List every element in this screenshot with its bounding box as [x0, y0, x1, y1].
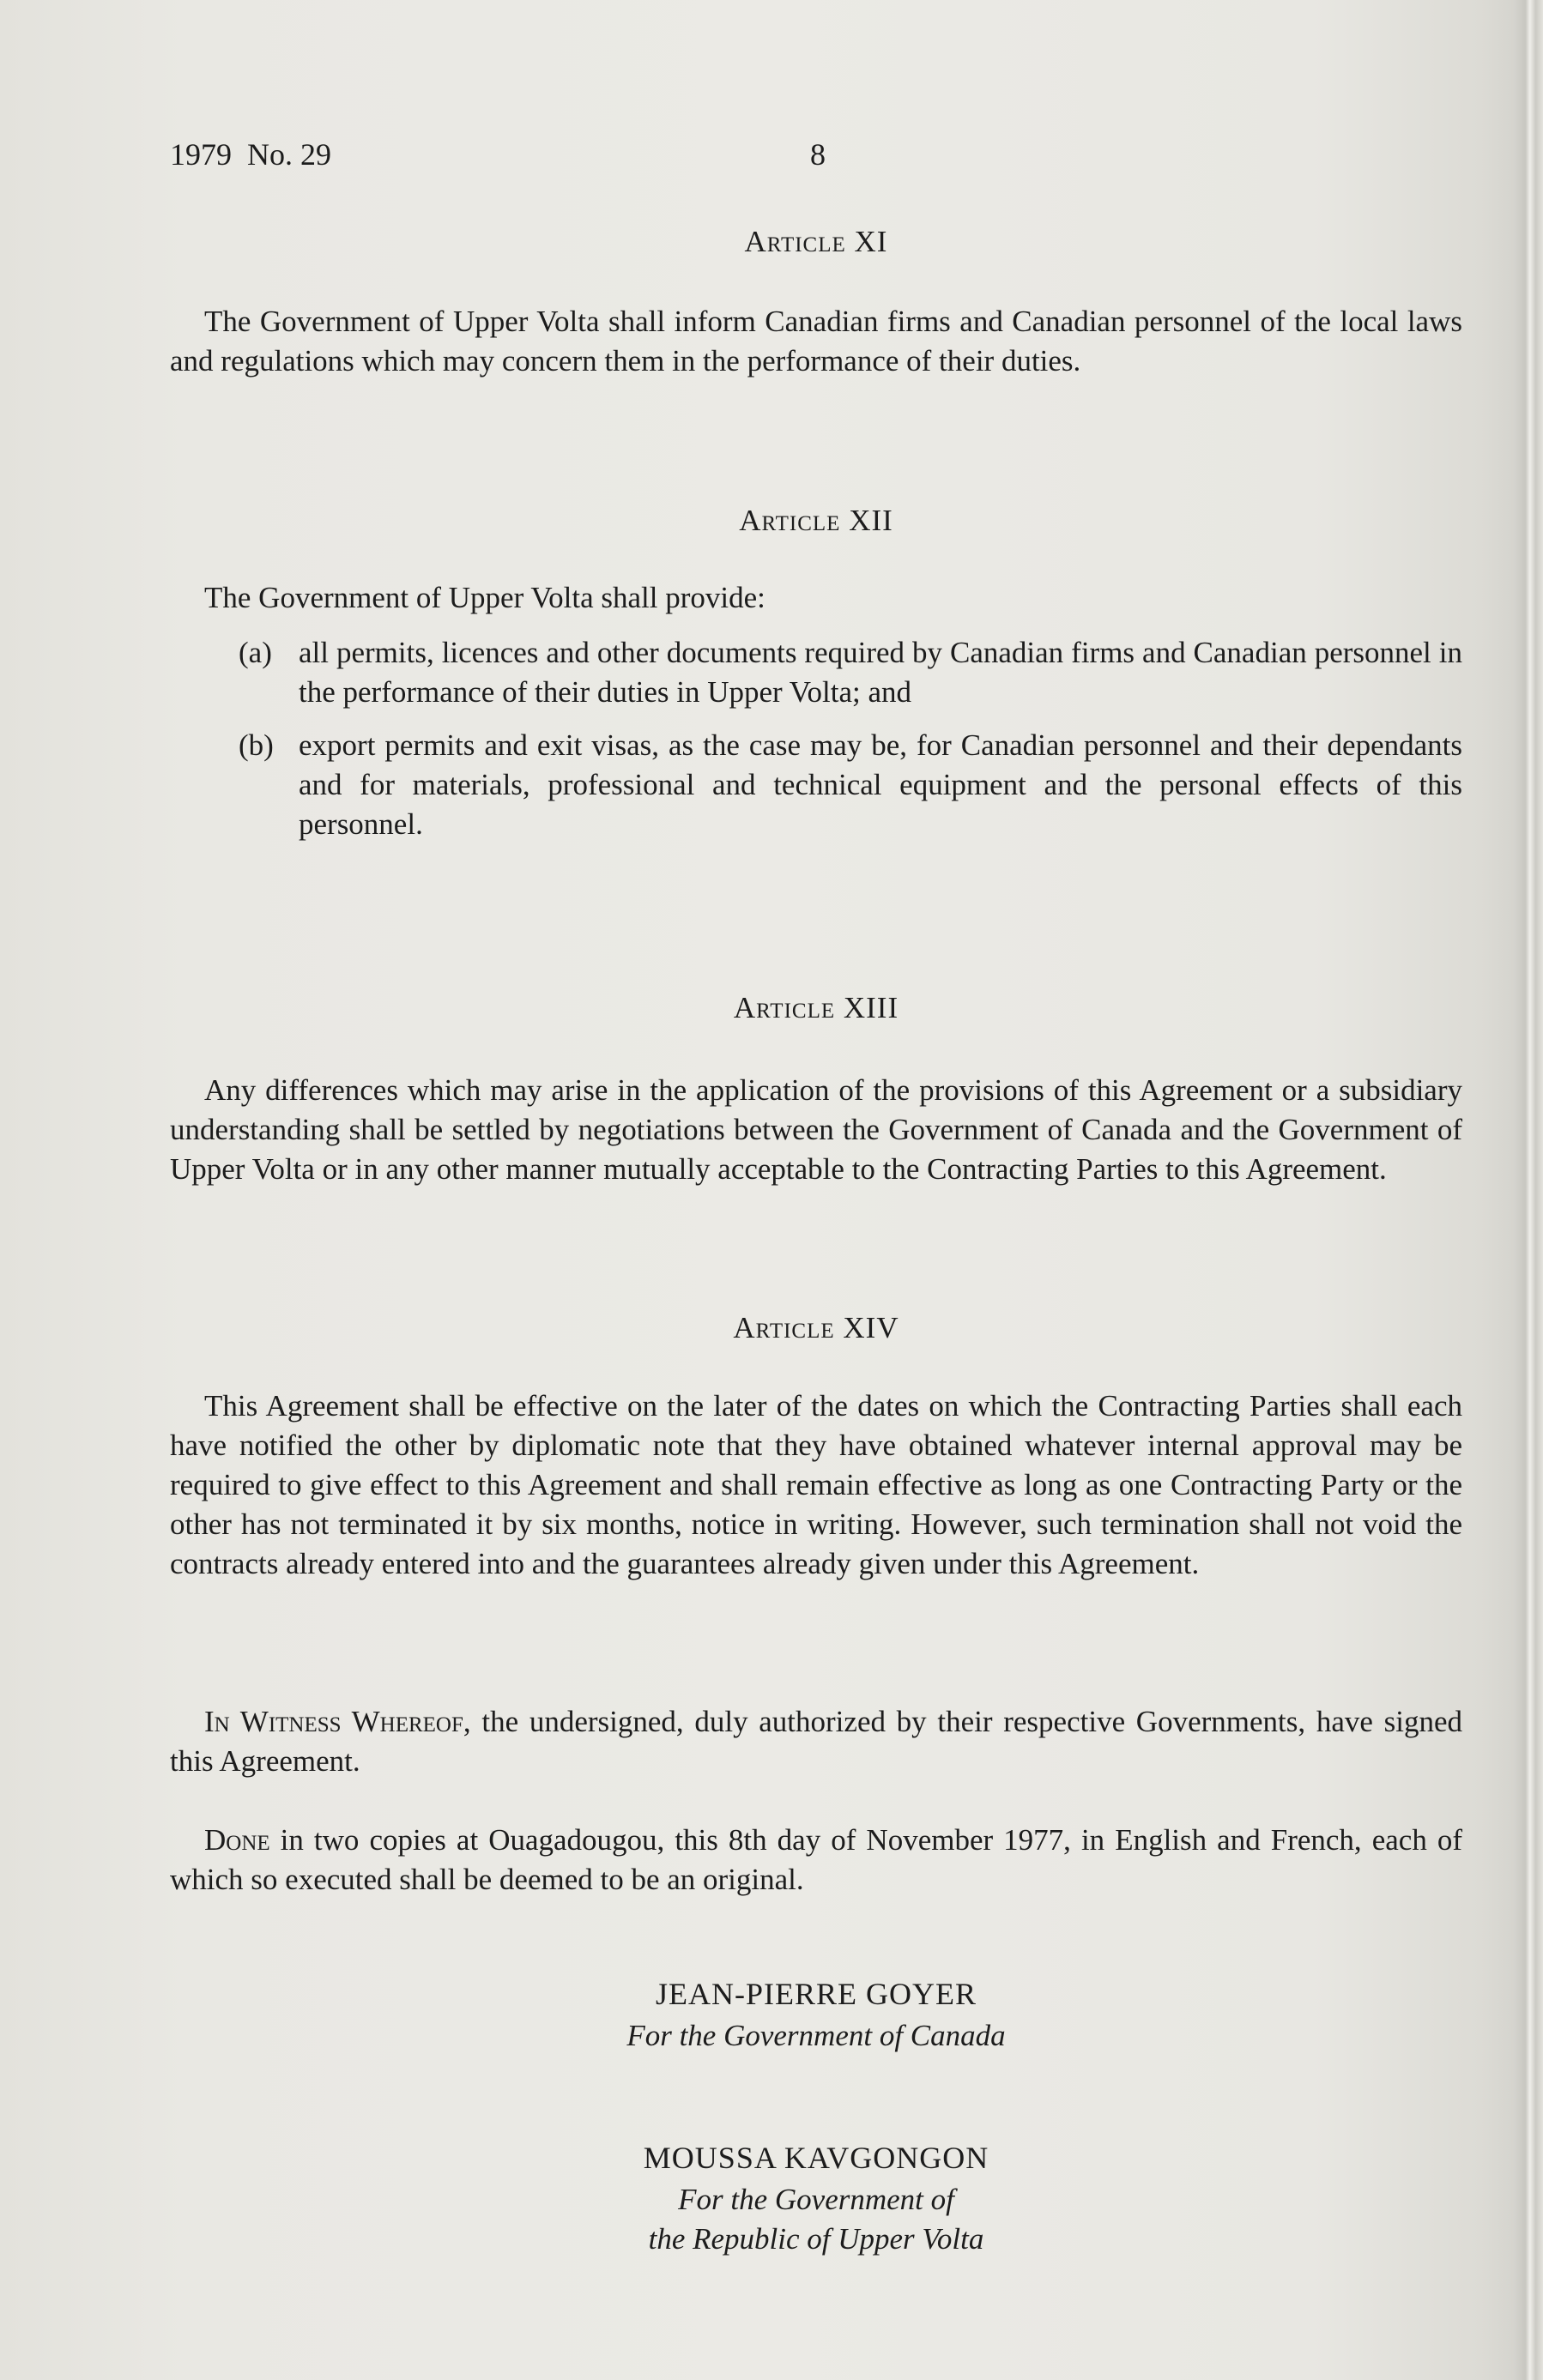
done-text: in two copies at Ouagadougou, this 8th day of November 1977, in English and French, each of which so executed shall be deemed to be an original. — [170, 1823, 1462, 1896]
page-edge-shadow — [1514, 0, 1543, 2380]
signatory-upper-volta-name: MOUSSA KAVGONGON — [643, 2141, 989, 2175]
article-xii-heading: Article XII — [739, 504, 893, 537]
item-a-marker: (a) — [239, 636, 272, 669]
article-xi-paragraph: The Government of Upper Volta shall inform Canadian firms and Canadian personnel of the local laws and regulations which may concern them in the performance of their duties. — [170, 305, 1462, 378]
witness-text: the undersigned, duly authorized by their respective Governments, have signed this Agreement. — [170, 1705, 1462, 1778]
article-xii-item-b — [239, 726, 1462, 844]
witness-lead: In Witness Whereof, — [204, 1705, 471, 1738]
article-xiii-paragraph: Any differences which may arise in the application of the provisions of this Agreement or a subsidiary understanding shall be settled by negotiations between the Government of Canada and the Government of Upper Volta or in any other manner mutually acceptable to the Contracting Parties to this Agreement. — [170, 1073, 1462, 1186]
signatory-canada-name: JEAN-PIERRE GOYER — [656, 1977, 977, 2011]
article-xiv-paragraph: This Agreement shall be effective on the later of the dates on which the Contracting Parties shall each have notified the other by diplomatic note that they have obtained whatever internal approval may be required to give effect to this Agreement and shall remain effective as long as one Contracting Party or the other has not terminated it by six months, notice in writing. However, such termination shall not void the contracts already entered into and the guarantees already given under this Agreement. — [170, 1389, 1462, 1580]
item-b-text: export permits and exit visas, as the case may be, for Canadian personnel and their dependants and for materials, professional and technical equipment and the personal effects of this personnel. — [299, 728, 1462, 841]
running-head — [170, 137, 331, 172]
article-xii-item-a — [239, 633, 1462, 712]
page-number: 8 — [810, 137, 826, 172]
article-xiv-heading: Article XIV — [733, 1311, 899, 1344]
done-clause — [170, 1821, 1462, 1900]
article-xiii-text — [170, 1071, 1462, 1189]
article-xii-intro: The Government of Upper Volta shall provide: — [204, 581, 765, 614]
witness-clause — [170, 1702, 1462, 1781]
document-year: 1979 — [170, 137, 232, 172]
item-b-marker: (b) — [239, 728, 274, 762]
article-xiv-text — [170, 1386, 1462, 1584]
article-xiii-heading: Article XIII — [733, 991, 899, 1024]
article-xi-heading: Article XI — [744, 225, 888, 258]
signatory-upper-volta-role-line-1: For the Government of — [678, 2183, 954, 2216]
item-a-text: all permits, licences and other documents required by Canadian firms and Canadian personnel in the performance of their duties in Upper Volta; and — [299, 636, 1462, 709]
done-lead: Done — [204, 1823, 270, 1857]
signatory-upper-volta-role-line-2: the Republic of Upper Volta — [648, 2222, 984, 2256]
article-xi-text — [170, 302, 1462, 381]
signatory-canada-role: For the Government of Canada — [626, 2019, 1006, 2052]
document-number: No. 29 — [247, 137, 331, 172]
